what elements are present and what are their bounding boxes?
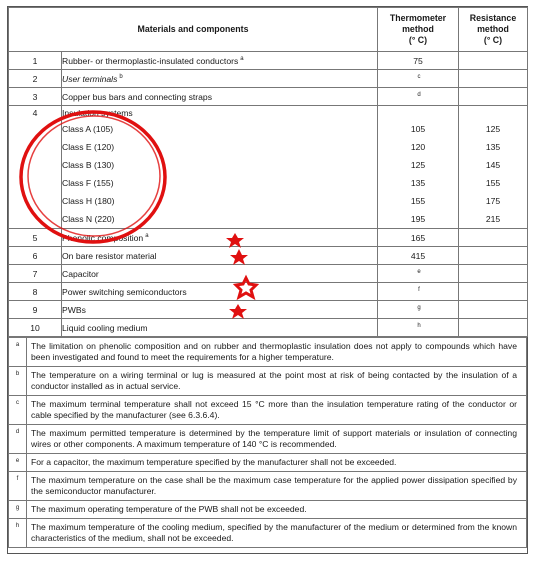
thermometer-value: 75 xyxy=(378,52,459,70)
insulation-classes xyxy=(62,106,378,229)
row-number: 7 xyxy=(9,265,62,283)
footnote xyxy=(9,472,527,501)
footnote-letter: f xyxy=(9,472,27,501)
table-row xyxy=(9,247,528,265)
footnote xyxy=(9,425,527,454)
footnote-ref: g xyxy=(417,304,421,311)
resistance-value: 135 xyxy=(485,142,501,152)
footnote-text: The temperature on a wiring terminal or lug is measured at the point most at risk of being contacted by the insulation of a conductor installed as in actual service. xyxy=(27,367,527,396)
footnote-text: For a capacitor, the maximum temperature specified by the manufacturer shall not be exceeded. xyxy=(27,454,527,472)
table-row xyxy=(9,283,528,301)
resistance-values xyxy=(459,106,528,229)
class-label: Class E (120) xyxy=(62,142,115,152)
table-row xyxy=(9,70,528,88)
thermometer-value: 125 xyxy=(410,160,426,170)
footnotes-table xyxy=(8,337,527,548)
row-label-text: Rubber- or thermoplastic-insulated conductors xyxy=(62,55,239,66)
row-label xyxy=(62,70,378,88)
footnote-text: The limitation on phenolic composition and on rubber and thermoplastic insulation does not apply to compounds which have been investigated and found to meet the requirements for a higher temperature. xyxy=(27,338,527,367)
row-label: Capacitor xyxy=(62,265,378,283)
thermometer-value: 105 xyxy=(410,124,426,134)
thermometer-value: 135 xyxy=(410,178,426,188)
footnote-text: The maximum operating temperature of the PWB shall not be exceeded. xyxy=(27,501,527,519)
row-number: 3 xyxy=(9,88,62,106)
row-label: PWBs xyxy=(62,301,378,319)
thermometer-value xyxy=(378,70,459,88)
table-row xyxy=(9,52,528,70)
row-number: 1 xyxy=(9,52,62,70)
row-number: 6 xyxy=(9,247,62,265)
row-number: 9 xyxy=(9,301,62,319)
footnote-letter: e xyxy=(9,454,27,472)
thermometer-value xyxy=(378,283,459,301)
header-resist-line1: Resistance xyxy=(469,13,517,23)
row-number: 10 xyxy=(9,319,62,337)
header-thermo-unit: (° C) xyxy=(408,35,428,45)
thermometer-values xyxy=(378,106,459,229)
header-thermometer xyxy=(378,8,459,52)
footnote-text: The maximum temperature on the case shall be the maximum case temperature for the applied power dissipation specified by the semiconductor manufacturer. xyxy=(27,472,527,501)
class-label: Class B (130) xyxy=(62,160,115,170)
resistance-value xyxy=(459,88,528,106)
insulation-systems-row xyxy=(9,106,528,229)
row-label: Liquid cooling medium xyxy=(62,319,378,337)
row-number: 5 xyxy=(9,229,62,247)
resistance-value xyxy=(459,319,528,337)
thermometer-value: 155 xyxy=(410,196,426,206)
insulation-heading: Insulation systems xyxy=(62,108,133,118)
class-label: Class N (220) xyxy=(62,214,115,224)
header-resistance xyxy=(459,8,528,52)
footnote xyxy=(9,454,527,472)
header-thermo-line2: method xyxy=(402,24,434,34)
footnote xyxy=(9,501,527,519)
footnote xyxy=(9,519,527,548)
footnote-text: The maximum terminal temperature shall not exceed 15 °C more than the insulation temperature rating of the conductor or cable specified by the manufacturer (see 6.3.6.4). xyxy=(27,396,527,425)
thermometer-value xyxy=(378,265,459,283)
resistance-value xyxy=(459,301,528,319)
header-resist-line2: method xyxy=(477,24,509,34)
footnote-letter: h xyxy=(9,519,27,548)
thermometer-value xyxy=(378,301,459,319)
table-row xyxy=(9,301,528,319)
footnote-ref: d xyxy=(417,91,421,98)
row-label: Power switching semiconductors xyxy=(62,283,378,301)
table-row xyxy=(9,319,528,337)
footnote-ref: c xyxy=(417,73,421,80)
footnote-ref: f xyxy=(418,286,420,293)
resistance-value xyxy=(459,265,528,283)
footnote-ref: h xyxy=(417,322,421,329)
class-label: Class A (105) xyxy=(62,124,114,134)
footnote-letter: g xyxy=(9,501,27,519)
table-row xyxy=(9,88,528,106)
row-label-text: User terminals xyxy=(62,73,118,84)
class-label: Class F (155) xyxy=(62,178,114,188)
resistance-value: 125 xyxy=(485,124,501,134)
thermometer-value: 165 xyxy=(378,229,459,247)
header-resist-unit: (° C) xyxy=(483,35,503,45)
resistance-value xyxy=(459,70,528,88)
footnote-letter: c xyxy=(9,396,27,425)
footnote-ref: a xyxy=(240,55,244,62)
row-label: On bare resistor material xyxy=(62,247,378,265)
footnote xyxy=(9,338,527,367)
footnote-ref: a xyxy=(145,232,149,239)
document-page xyxy=(7,6,528,554)
row-label xyxy=(62,229,378,247)
row-number: 2 xyxy=(9,70,62,88)
header-thermo-line1: Thermometer xyxy=(389,13,447,23)
footnote-ref: b xyxy=(119,73,123,80)
class-label: Class H (180) xyxy=(62,196,115,206)
resistance-value xyxy=(459,247,528,265)
table-header-row xyxy=(9,8,528,52)
thermometer-value: 415 xyxy=(378,247,459,265)
footnote-letter: a xyxy=(9,338,27,367)
resistance-value xyxy=(459,283,528,301)
header-materials: Materials and components xyxy=(9,8,378,52)
footnote-ref: e xyxy=(417,268,421,275)
resistance-value xyxy=(459,52,528,70)
footnote xyxy=(9,396,527,425)
row-label xyxy=(62,52,378,70)
thermometer-value: 120 xyxy=(410,142,426,152)
row-label-text: Phenolic composition xyxy=(62,232,144,243)
resistance-value: 155 xyxy=(485,178,501,188)
resistance-value: 145 xyxy=(485,160,501,170)
footnote xyxy=(9,367,527,396)
footnote-text: The maximum temperature of the cooling medium, specified by the manufacturer of the medium or determined from the known characteristics of the medium, shall not be exceeded. xyxy=(27,519,527,548)
resistance-value: 215 xyxy=(485,214,501,224)
thermometer-value xyxy=(378,88,459,106)
table-row xyxy=(9,229,528,247)
table-row xyxy=(9,265,528,283)
footnote-text: The maximum permitted temperature is determined by the temperature limit of support materials or insulation of connecting wires or other components. A maximum temperature of 140 °C is recommended. xyxy=(27,425,527,454)
resistance-value xyxy=(459,229,528,247)
temperature-limits-table xyxy=(8,7,528,337)
row-label: Copper bus bars and connecting straps xyxy=(62,88,378,106)
footnote-letter: d xyxy=(9,425,27,454)
footnote-letter: b xyxy=(9,367,27,396)
thermometer-value: 195 xyxy=(410,214,426,224)
row-number: 8 xyxy=(9,283,62,301)
row-number: 4 xyxy=(9,106,62,229)
thermometer-value xyxy=(378,319,459,337)
resistance-value: 175 xyxy=(485,196,501,206)
